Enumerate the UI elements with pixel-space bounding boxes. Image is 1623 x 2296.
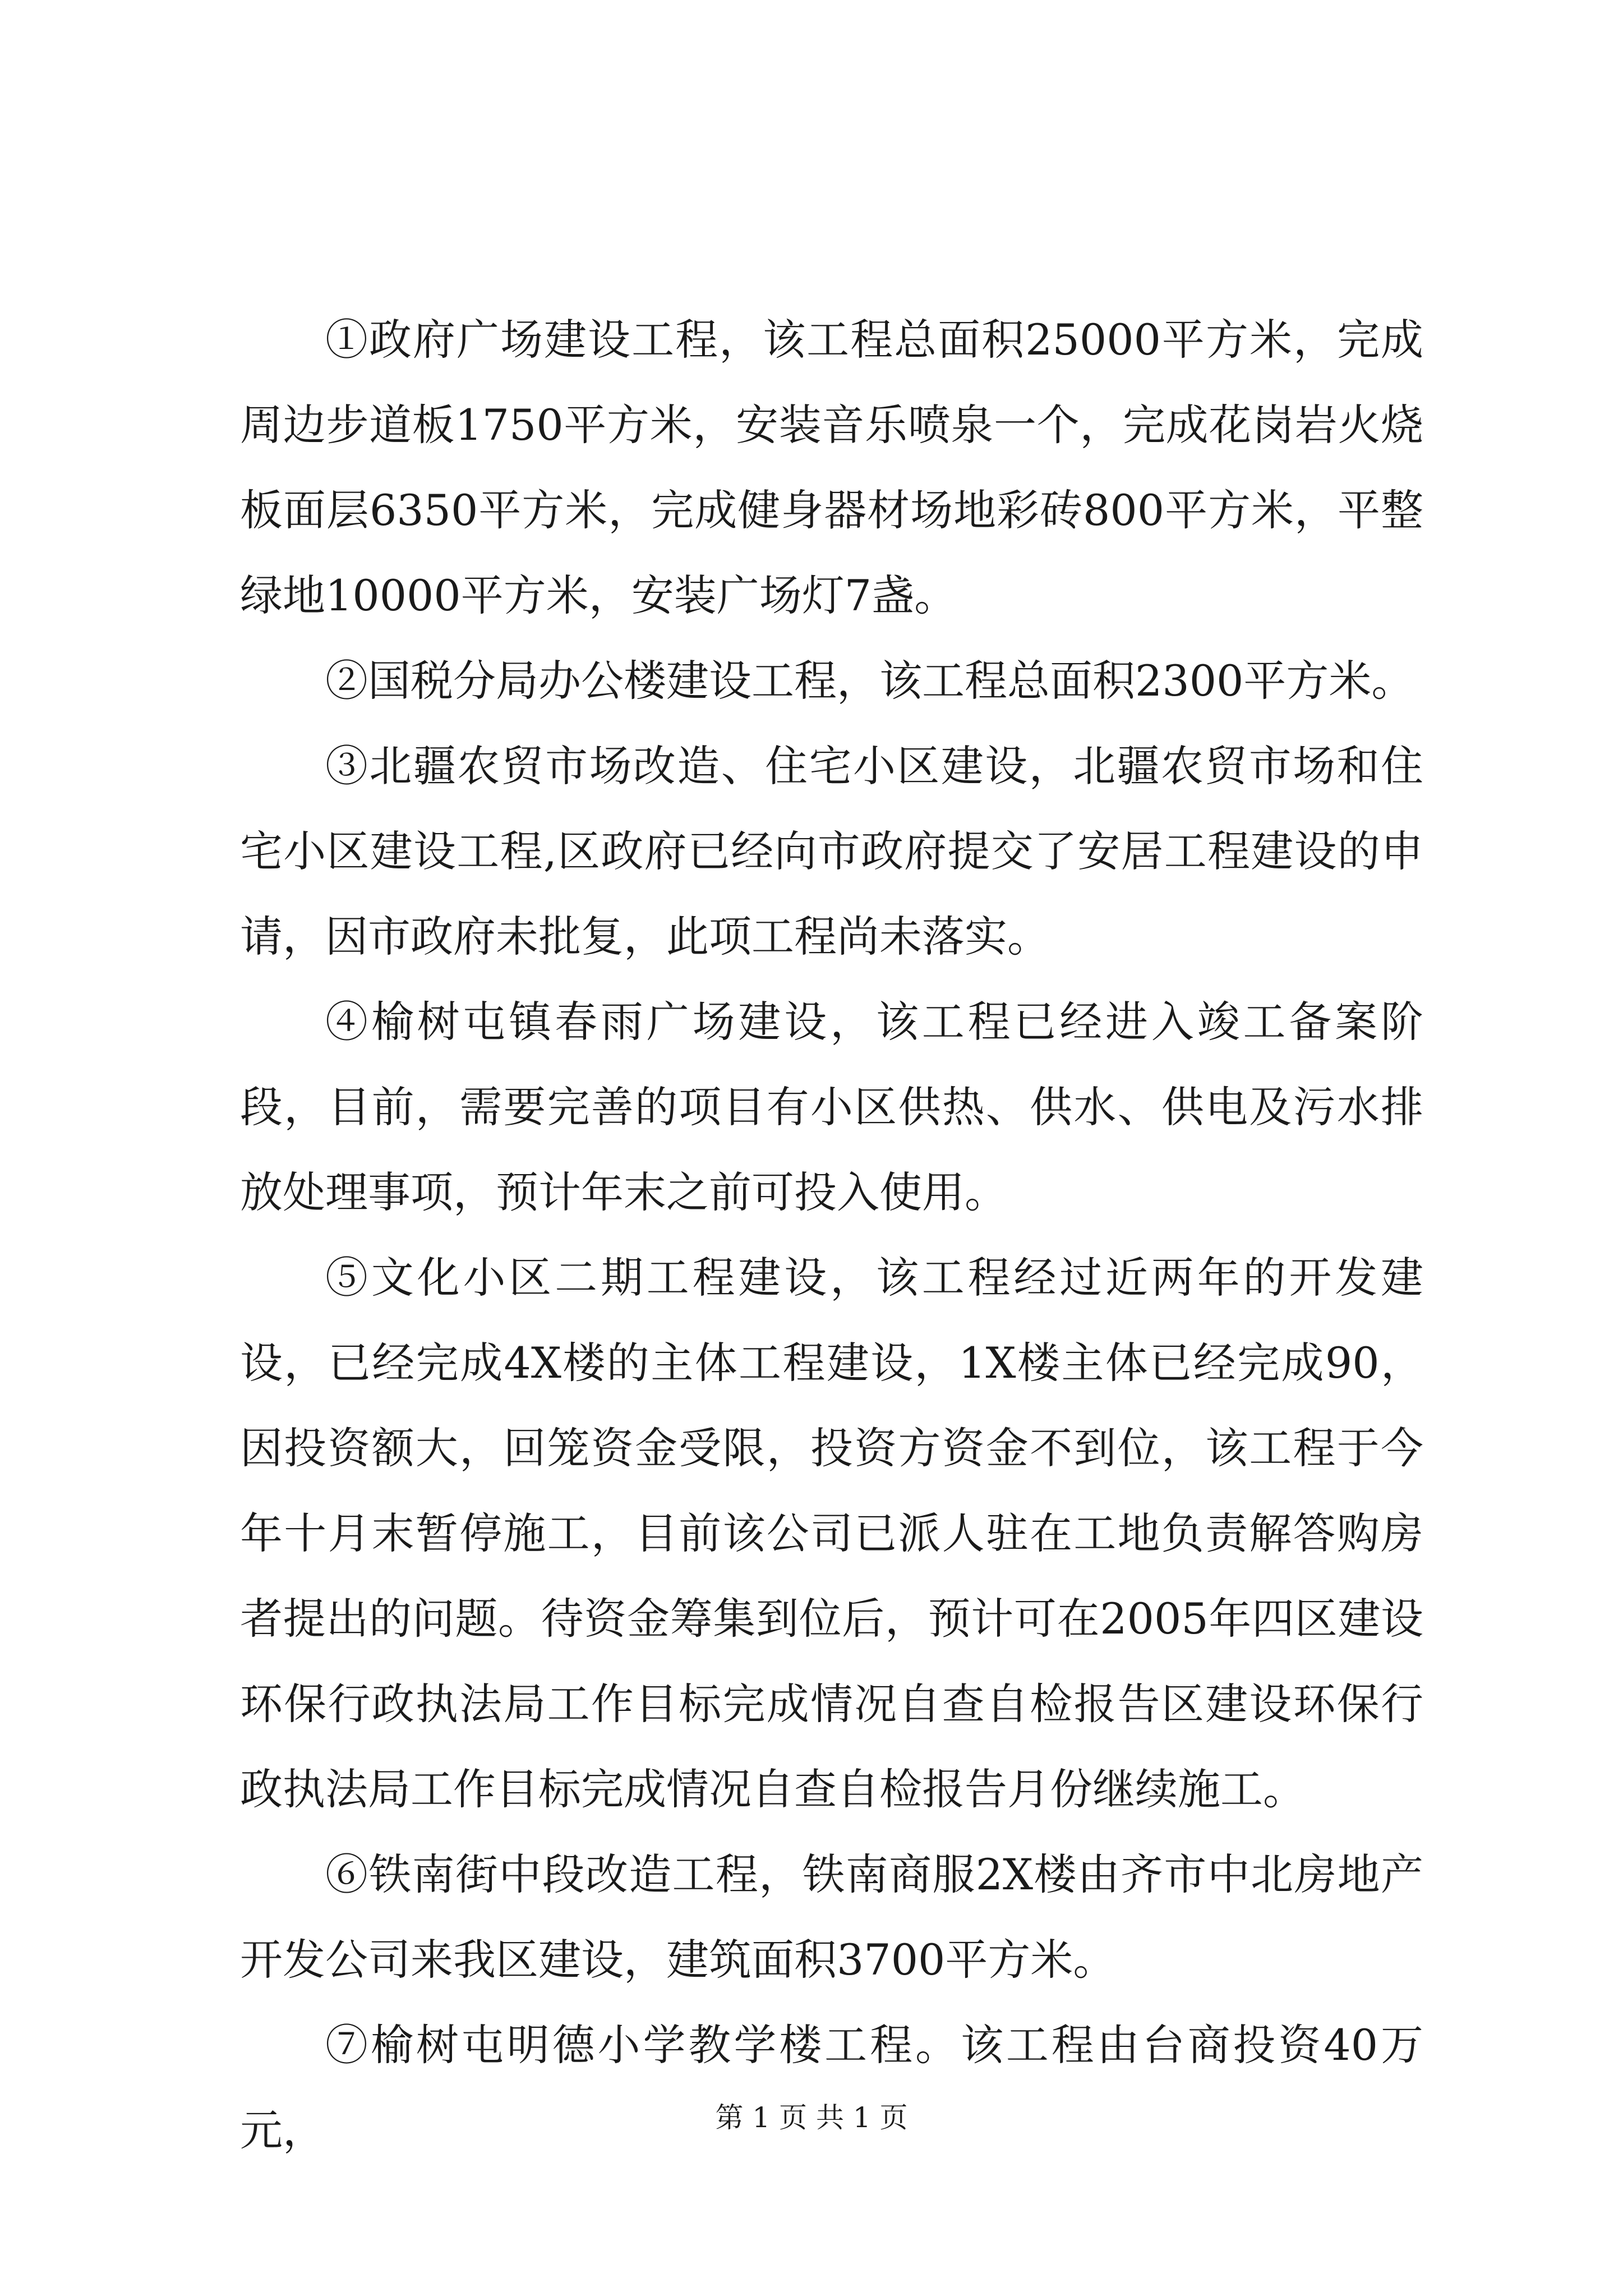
page-footer: 第 1 页 共 1 页 [715,2101,908,2134]
paragraph-4: ④榆树屯镇春雨广场建设，该工程已经进入竣工备案阶段，目前，需要完善的项目有小区供热、供水、供电及污水排放处理事项，预计年末之前可投入使用。 [240,997,1423,1217]
paragraph-7: ⑦榆树屯明德小学教学楼工程。该工程由台商投资40万元， [240,2020,1423,2155]
paragraph-2: ②国税分局办公楼建设工程，该工程总面积2300平方米。 [325,656,1414,706]
document-body [240,297,1423,2173]
paragraph-3: ③北疆农贸市场改造、住宅小区建设，北疆农贸市场和住宅小区建设工程,区政府已经向市政府提交了安居工程建设的申请，因市政府未批复，此项工程尚未落实。 [240,741,1423,961]
paragraph-1: ①政府广场建设工程，该工程总面积25000平方米，完成周边步道板1750平方米，安装音乐喷泉一个，完成花岗岩火烧板面层6350平方米，完成健身器材场地彩砖800平方米，平整绿地10000平方米，安装广场灯7盏。 [240,315,1423,620]
paragraph-5: ⑤文化小区二期工程建设，该工程经过近两年的开发建设，已经完成4X楼的主体工程建设，1X楼主体已经完成90，因投资额大，回笼资金受限，投资方资金不到位，该工程于今年十月末暂停施工，目前该公司已派人驻在工地负责解答购房者提出的问题。待资金筹集到位后，预计可在2005年四区建设环保行政执法局工作目标完成情况自查自检报告区建设环保行政执法局工作目标完成情况自查自检报告月份继续施工。 [240,1253,1423,1814]
paragraph-6: ⑥铁南街中段改造工程，铁南商服2X楼由齐市中北房地产开发公司来我区建设，建筑面积3700平方米。 [240,1849,1423,1985]
